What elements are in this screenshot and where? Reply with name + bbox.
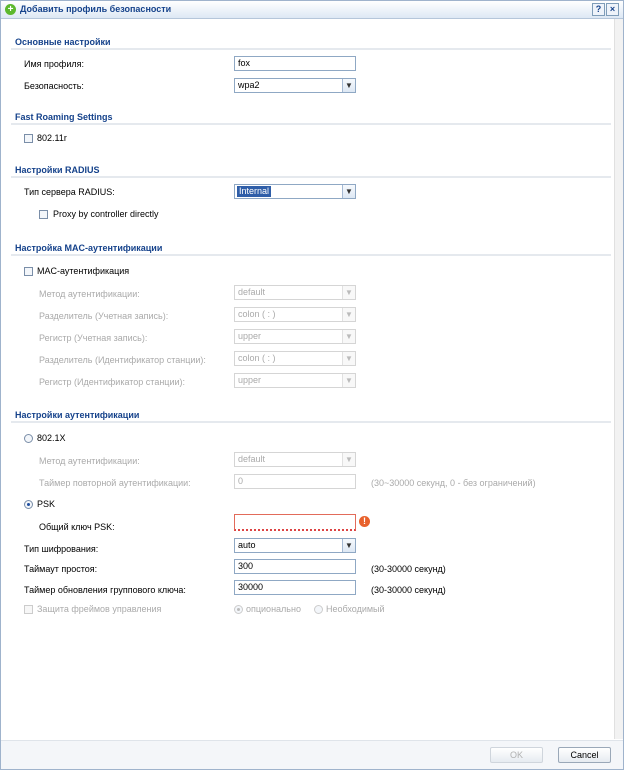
chevron-down-icon[interactable]: ▼ — [342, 330, 355, 343]
case-station-label: Регистр (Идентификатор станции): — [39, 377, 186, 387]
mac-auth-heading: Настройка MAC-аутентификации — [15, 243, 163, 253]
dot1x-method-value: default — [238, 454, 266, 464]
chevron-down-icon[interactable]: ▼ — [342, 286, 355, 299]
case-account-label: Регистр (Учетная запись): — [39, 333, 148, 343]
radio-psk[interactable] — [24, 500, 33, 509]
cipher-type-select[interactable] — [234, 538, 356, 553]
group-key-timer-label: Таймер обновления группового ключа: — [24, 585, 186, 595]
profile-name-input[interactable]: fox — [234, 56, 356, 71]
profile-name-label: Имя профиля: — [24, 59, 84, 69]
chevron-down-icon[interactable]: ▼ — [342, 308, 355, 321]
radio-psk-label: PSK — [37, 499, 56, 509]
cancel-button[interactable]: Cancel — [558, 747, 611, 763]
fast-roaming-heading: Fast Roaming Settings — [15, 112, 113, 122]
psk-key-label: Общий ключ PSK: — [39, 522, 115, 532]
basic-settings-heading: Основные настройки — [15, 37, 111, 47]
reauth-timer-label: Таймер повторной аутентификации: — [39, 478, 191, 488]
radius-heading: Настройки RADIUS — [15, 165, 100, 175]
close-icon[interactable]: × — [606, 3, 619, 16]
section-divider — [11, 254, 611, 256]
mgmt-frame-label: Защита фреймов управления — [37, 604, 162, 614]
cipher-type-value: auto — [238, 540, 256, 550]
dialog-footer — [1, 740, 623, 769]
case-account-value: upper — [238, 331, 262, 341]
help-icon[interactable]: ? — [592, 3, 605, 16]
mac-method-select[interactable] — [234, 285, 356, 300]
mgmt-required-radio[interactable] — [314, 605, 323, 614]
mac-method-value: default — [238, 287, 266, 297]
radio-8021x-label: 802.1X — [37, 433, 66, 443]
group-key-timer-input[interactable]: 30000 — [234, 580, 356, 595]
delimiter-station-select[interactable] — [234, 351, 356, 366]
delimiter-station-label: Разделитель (Идентификатор станции): — [39, 355, 206, 365]
radius-server-type-value: Internal — [239, 186, 270, 196]
proxy-checkbox-label: Proxy by controller directly — [53, 209, 159, 219]
mgmt-optional-radio[interactable] — [234, 605, 243, 614]
security-value: wpa2 — [238, 80, 260, 90]
reauth-timer-hint: (30~30000 секунд, 0 - без ограничений) — [371, 478, 536, 488]
error-icon: ! — [359, 516, 370, 527]
section-divider — [11, 48, 611, 50]
idle-timeout-input[interactable]: 300 — [234, 559, 356, 574]
radius-server-type-select[interactable] — [234, 184, 356, 199]
dot1x-method-select[interactable] — [234, 452, 356, 467]
case-station-select[interactable] — [234, 373, 356, 388]
chevron-down-icon[interactable]: ▼ — [342, 374, 355, 387]
section-divider — [11, 123, 611, 125]
ok-button[interactable]: OK — [490, 747, 543, 763]
dot1x-method-label: Метод аутентификации: — [39, 456, 140, 466]
mac-auth-checkbox-label: MAC-аутентификация — [37, 266, 130, 276]
mgmt-required-label: Необходимый — [326, 604, 385, 614]
proxy-checkbox[interactable] — [39, 210, 48, 219]
checkbox-80211r-label: 802.11r — [37, 133, 67, 143]
delimiter-account-select[interactable] — [234, 307, 356, 322]
dialog-title: Добавить профиль безопасности — [20, 4, 172, 14]
mac-method-label: Метод аутентификации: — [39, 289, 140, 299]
scrollbar[interactable] — [614, 19, 623, 739]
security-label: Безопасность: — [24, 81, 84, 91]
add-circle-icon: + — [5, 4, 16, 15]
checkbox-80211r[interactable] — [24, 134, 33, 143]
radius-server-type-label: Тип сервера RADIUS: — [24, 187, 115, 197]
section-divider — [11, 421, 611, 423]
delimiter-station-value: colon ( : ) — [238, 353, 276, 363]
group-key-timer-hint: (30-30000 секунд) — [371, 585, 446, 595]
chevron-down-icon[interactable]: ▼ — [342, 352, 355, 365]
mac-auth-checkbox[interactable] — [24, 267, 33, 276]
delimiter-account-label: Разделитель (Учетная запись): — [39, 311, 169, 321]
case-station-value: upper — [238, 375, 262, 385]
case-account-select[interactable] — [234, 329, 356, 344]
psk-key-input[interactable] — [234, 514, 356, 531]
chevron-down-icon[interactable]: ▼ — [342, 453, 355, 466]
idle-timeout-label: Таймаут простоя: — [24, 564, 98, 574]
idle-timeout-hint: (30-30000 секунд) — [371, 564, 446, 574]
reauth-timer-input[interactable]: 0 — [234, 474, 356, 489]
chevron-down-icon[interactable]: ▼ — [342, 539, 355, 552]
mgmt-frame-checkbox[interactable] — [24, 605, 33, 614]
chevron-down-icon[interactable]: ▼ — [342, 79, 355, 92]
cipher-type-label: Тип шифрования: — [24, 544, 99, 554]
section-divider — [11, 176, 611, 178]
security-select[interactable] — [234, 78, 356, 93]
auth-heading: Настройки аутентификации — [15, 410, 140, 420]
delimiter-account-value: colon ( : ) — [238, 309, 276, 319]
dialog-titlebar — [1, 1, 623, 19]
mgmt-optional-label: опционально — [246, 604, 301, 614]
radio-8021x[interactable] — [24, 434, 33, 443]
chevron-down-icon[interactable]: ▼ — [342, 185, 355, 198]
